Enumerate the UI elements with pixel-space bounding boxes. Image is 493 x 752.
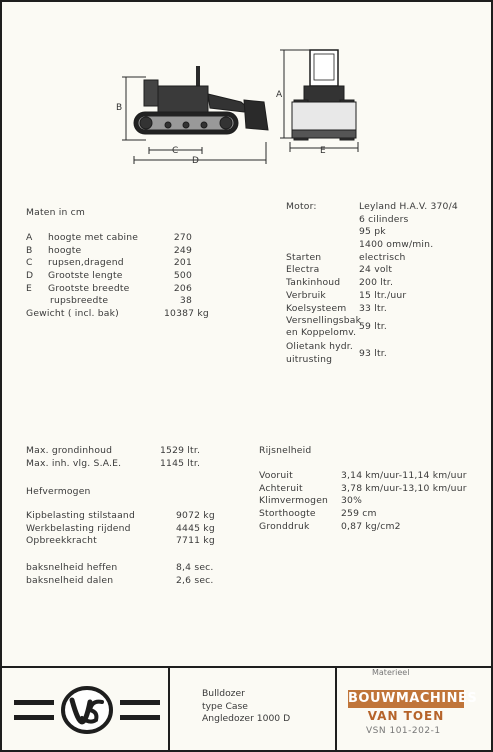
dim-letter: B: [26, 244, 33, 256]
bucket-label: Max. inh. vlg. S.A.E.: [26, 457, 122, 469]
dim-label: Grootste breedte: [48, 282, 130, 294]
lifting-labels: [26, 510, 166, 548]
description-line-2: type Case: [202, 700, 248, 712]
travel-value: 259 cm: [341, 508, 377, 520]
bucket-label: Max. grondinhoud: [26, 445, 113, 456]
engine-value: 24 volt: [359, 264, 393, 276]
travel-label: Storthoogte: [259, 508, 316, 520]
travel-labels: [259, 470, 339, 533]
engine-label: Verbruik: [286, 289, 326, 301]
engine-label: Koelsysteem: [286, 302, 347, 314]
lifting-label: Opbreekkracht: [26, 535, 97, 547]
engine-value: electrisch: [359, 251, 406, 263]
engine-value: 200 ltr.: [359, 277, 394, 289]
dim-value: 270: [173, 232, 192, 243]
stamp-code: VSN 101-202-1: [366, 726, 441, 736]
travel-title: Rijsnelheid: [259, 445, 312, 456]
description-line-1: Bulldozer: [202, 688, 245, 699]
engine-value: 1400 omw/min.: [359, 239, 434, 251]
weight-label: Gewicht ( incl. bak): [26, 308, 119, 319]
lifting-value: 4445 kg: [176, 522, 215, 534]
engine-value: 33 ltr.: [359, 302, 388, 314]
dim-label: hoogte met cabine: [48, 232, 139, 243]
engine-value: Leyland H.A.V. 370/4: [359, 201, 458, 212]
dim-letter: A: [26, 232, 33, 243]
engine-label: Tankinhoud: [286, 277, 341, 289]
dim-label: Grootste lengte: [48, 270, 123, 282]
hydraulic-label-1: Olietank hydr.: [286, 341, 354, 352]
lifting-value: 9072 kg: [176, 510, 215, 521]
dim-d-label: D: [192, 156, 199, 166]
bucket-labels: [26, 445, 156, 470]
side-view-drawing: [106, 42, 286, 172]
engine-label: Starten: [286, 251, 322, 263]
dim-label: rupsen,dragend: [48, 257, 124, 269]
machine-description: [202, 688, 290, 726]
bucket-speed-values: [176, 562, 236, 587]
bucket-speed-labels: [26, 562, 166, 587]
dim-e-label: E: [320, 146, 326, 156]
dimensions-letters: [26, 232, 42, 308]
engine-value: 6 cilinders: [359, 213, 409, 225]
lifting-label: Kipbelasting stilstaand: [26, 510, 135, 521]
stamp-top-text: Materieel: [372, 668, 410, 677]
engine-labels: [286, 201, 366, 315]
dim-a-label: A: [276, 90, 283, 100]
travel-label: Achteruit: [259, 482, 303, 494]
lifting-title: Hefvermogen: [26, 486, 91, 497]
front-view-drawing: [270, 42, 366, 157]
travel-value: 0,87 kg/cm2: [341, 520, 401, 532]
dim-letter: C: [26, 257, 33, 269]
footer-divider: [168, 668, 170, 752]
travel-label: Gronddruk: [259, 520, 310, 532]
travel-value: 3,14 km/uur-11,14 km/uur: [341, 470, 467, 481]
dimensions-title: Maten in cm: [26, 207, 86, 218]
lifting-values: [176, 510, 236, 548]
dim-b-label: B: [116, 103, 123, 113]
engine-label: Electra: [286, 264, 320, 276]
hydraulic-value: 93 ltr.: [359, 348, 388, 359]
engine-label: [286, 214, 366, 227]
hydraulic-label-2: uitrusting: [286, 354, 333, 365]
lifting-value: 7711 kg: [176, 535, 215, 547]
weight-value: 10387 kg: [164, 308, 209, 319]
footer-divider: [335, 668, 337, 752]
dim-letter: [26, 295, 42, 308]
gearbox-label-1: Versnellingsbak: [286, 315, 362, 326]
dim-letter: D: [26, 270, 34, 282]
dim-c-label: C: [172, 146, 179, 156]
travel-label: Vooruit: [259, 470, 293, 481]
dim-value: 206: [173, 282, 192, 294]
gearbox-value: 59 ltr.: [359, 321, 388, 332]
bucket-speed-value: 2,6 sec.: [176, 574, 214, 586]
bucket-value: 1145 ltr.: [160, 457, 201, 469]
dim-value: 500: [173, 270, 192, 282]
description-line-3: Angledozer 1000 D: [202, 713, 291, 724]
dim-value: 249: [173, 244, 192, 256]
dimensions-labels: [48, 232, 168, 308]
engine-value: 15 ltr./uur: [359, 289, 407, 301]
lifting-label: Werkbelasting rijdend: [26, 522, 131, 534]
engine-value: 95 pk: [359, 226, 386, 238]
dim-label: rupsbreedte: [50, 295, 109, 307]
dim-label: hoogte: [48, 244, 82, 256]
gearbox-label-2: en Koppelomv.: [286, 327, 357, 338]
dim-letter: E: [26, 282, 33, 294]
bucket-speed-label: baksnelheid dalen: [26, 574, 114, 586]
travel-values: [341, 470, 491, 533]
bucket-speed-value: 8,4 sec.: [176, 562, 214, 573]
engine-label: Motor:: [286, 201, 317, 212]
bucket-speed-label: baksnelheid heffen: [26, 562, 118, 573]
dimensions-values: [162, 232, 192, 308]
engine-values: [359, 201, 487, 315]
dim-value: 201: [173, 257, 192, 269]
travel-label: Klimvermogen: [259, 495, 329, 507]
stamp-brand-line-2: VAN TOEN: [367, 709, 445, 723]
engine-label: [286, 239, 366, 252]
stamp-brand-line-1: BOUWMACHINES: [348, 691, 478, 706]
travel-value: 3,78 km/uur-13,10 km/uur: [341, 482, 467, 494]
dim-value: 38: [179, 295, 192, 307]
bucket-values: [160, 445, 220, 470]
bucket-value: 1529 ltr.: [160, 445, 201, 456]
engine-label: [286, 226, 366, 239]
footer-title-block: [2, 666, 491, 752]
manufacturer-logo: [12, 682, 162, 738]
watermark-stamp: [344, 668, 478, 750]
travel-value: 30%: [341, 495, 363, 507]
